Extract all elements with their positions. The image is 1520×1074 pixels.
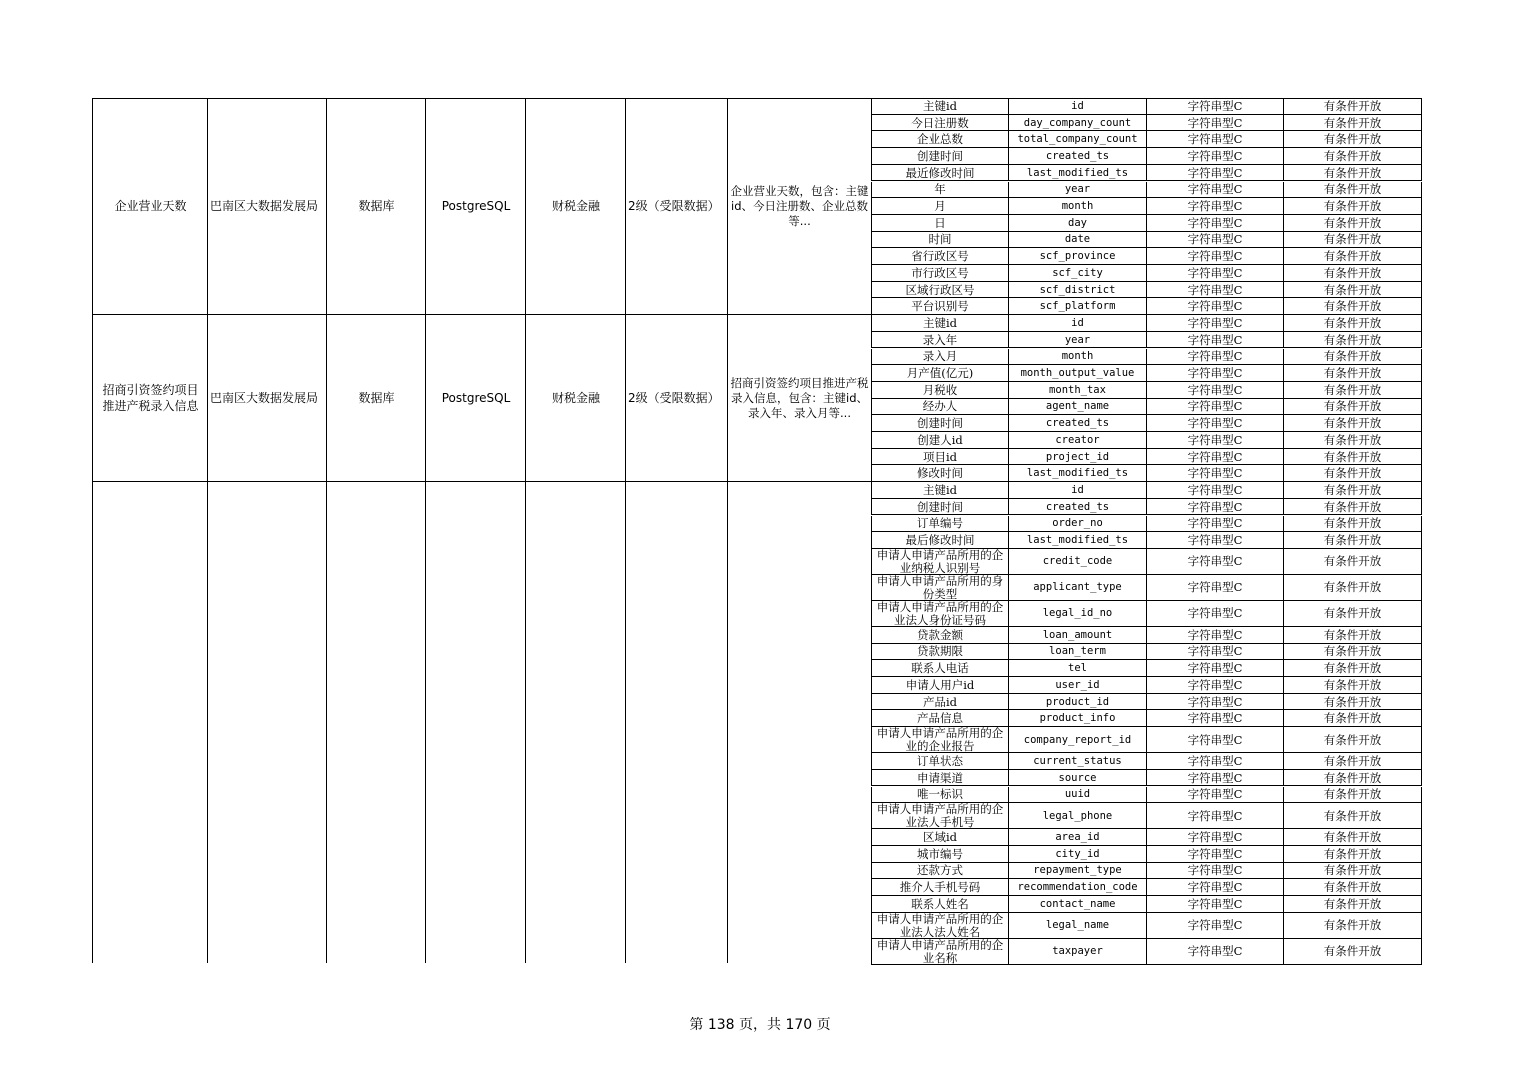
field-cn-name: 城市编号 [871,846,1009,863]
table-row [871,694,1422,711]
field-en-name: company_report_id [1009,727,1147,753]
field-open-type: 有条件开放 [1284,787,1422,804]
table-row [871,432,1422,449]
field-type: 字符串型C [1147,365,1284,382]
field-cn-name: 日 [871,215,1009,232]
field-type: 字符串型C [1147,399,1284,416]
field-cn-name: 录入月 [871,349,1009,366]
field-cn-name: 推介人手机号码 [871,879,1009,896]
table-row [871,829,1422,846]
field-type: 字符串型C [1147,710,1284,727]
field-en-name: product_id [1009,694,1147,711]
field-type: 字符串型C [1147,282,1284,299]
field-open-type: 有条件开放 [1284,415,1422,432]
field-cn-name: 企业总数 [871,131,1009,148]
grid-line [92,314,871,315]
field-en-name: id [1009,98,1147,115]
field-open-type: 有条件开放 [1284,627,1422,644]
field-cn-name: 申请人用户id [871,677,1009,694]
field-type: 字符串型C [1147,382,1284,399]
field-type: 字符串型C [1147,482,1284,499]
table-row [871,298,1422,315]
table-row [871,644,1422,661]
field-open-type: 有条件开放 [1284,863,1422,880]
table-row [871,627,1422,644]
field-open-type: 有条件开放 [1284,332,1422,349]
field-en-name: applicant_type [1009,575,1147,601]
field-open-type: 有条件开放 [1284,482,1422,499]
field-type: 字符串型C [1147,753,1284,770]
field-cn-name: 联系人姓名 [871,896,1009,913]
grid-line [92,98,871,99]
table-row [871,499,1422,516]
field-type: 字符串型C [1147,770,1284,787]
field-cn-name: 录入年 [871,332,1009,349]
field-en-name: created_ts [1009,499,1147,516]
field-open-type: 有条件开放 [1284,215,1422,232]
field-en-name: repayment_type [1009,863,1147,880]
field-open-type: 有条件开放 [1284,677,1422,694]
domain-cell: 财税金融 [551,391,600,405]
field-type: 字符串型C [1147,896,1284,913]
field-type: 字符串型C [1147,803,1284,829]
field-cn-name: 月税收 [871,382,1009,399]
field-cn-name: 修改时间 [871,465,1009,482]
security-level-cell: 2级（受限数据） [628,391,720,405]
field-cn-name: 时间 [871,232,1009,249]
table-row [871,349,1422,366]
field-open-type: 有条件开放 [1284,644,1422,661]
field-open-type: 有条件开放 [1284,432,1422,449]
table-row [871,465,1422,482]
field-type: 字符串型C [1147,298,1284,315]
field-type: 字符串型C [1147,215,1284,232]
field-type: 字符串型C [1147,232,1284,249]
field-type: 字符串型C [1147,787,1284,804]
field-type: 字符串型C [1147,727,1284,753]
field-open-type: 有条件开放 [1284,382,1422,399]
table-row [871,265,1422,282]
field-en-name: creator [1009,432,1147,449]
field-cn-name: 月 [871,198,1009,215]
table-row [871,165,1422,182]
field-cn-name: 区域行政区号 [871,282,1009,299]
table-row [871,575,1422,601]
table-row [871,232,1422,249]
field-open-type: 有条件开放 [1284,265,1422,282]
table-row [871,710,1422,727]
db-type-cell: PostgreSQL [441,199,511,213]
field-type: 字符串型C [1147,627,1284,644]
field-open-type: 有条件开放 [1284,131,1422,148]
field-type: 字符串型C [1147,660,1284,677]
field-cn-name: 主键id [871,482,1009,499]
field-type: 字符串型C [1147,694,1284,711]
field-en-name: last_modified_ts [1009,165,1147,182]
field-cn-name: 创建时间 [871,499,1009,516]
field-open-type: 有条件开放 [1284,913,1422,939]
table-row [871,282,1422,299]
field-en-name: year [1009,332,1147,349]
field-type: 字符串型C [1147,549,1284,575]
department-cell: 巴南区大数据发展局 [210,199,319,213]
field-en-name: user_id [1009,677,1147,694]
field-cn-name: 平台识别号 [871,298,1009,315]
field-en-name: scf_city [1009,265,1147,282]
field-cn-name: 申请人申请产品所用的企业法人法人姓名 [871,913,1009,939]
table-row [871,516,1422,533]
field-type: 字符串型C [1147,846,1284,863]
field-cn-name: 主键id [871,315,1009,332]
field-type: 字符串型C [1147,575,1284,601]
field-en-name: city_id [1009,846,1147,863]
field-open-type: 有条件开放 [1284,165,1422,182]
field-type: 字符串型C [1147,829,1284,846]
table-row [871,315,1422,332]
field-type: 字符串型C [1147,182,1284,199]
field-type: 字符串型C [1147,449,1284,466]
field-en-name: scf_province [1009,248,1147,265]
field-cn-name: 贷款期限 [871,644,1009,661]
description-cell: 招商引资签约项目推进产税录入信息，包含：主键id、录入年、录入月等... [730,375,869,420]
table-row [871,148,1422,165]
table-row [871,131,1422,148]
grid-line [207,98,208,963]
field-en-name: product_info [1009,710,1147,727]
field-open-type: 有条件开放 [1284,770,1422,787]
field-cn-name: 申请人申请产品所用的企业纳税人识别号 [871,549,1009,575]
table-row [871,248,1422,265]
field-open-type: 有条件开放 [1284,549,1422,575]
table-row [871,198,1422,215]
field-en-name: id [1009,315,1147,332]
field-en-name: order_no [1009,516,1147,533]
field-cn-name: 申请人申请产品所用的企业法人手机号 [871,803,1009,829]
field-en-name: month [1009,349,1147,366]
field-en-name: year [1009,182,1147,199]
field-en-name: contact_name [1009,896,1147,913]
field-open-type: 有条件开放 [1284,449,1422,466]
table-row [871,182,1422,199]
field-type: 字符串型C [1147,516,1284,533]
field-type: 字符串型C [1147,315,1284,332]
field-open-type: 有条件开放 [1284,148,1422,165]
department-cell: 巴南区大数据发展局 [210,391,319,405]
domain-cell: 财税金融 [551,199,600,213]
resource-name-cell: 企业营业天数 [114,199,187,213]
field-cn-name: 唯一标识 [871,787,1009,804]
field-en-name: month_tax [1009,382,1147,399]
field-type: 字符串型C [1147,415,1284,432]
field-cn-name: 贷款金额 [871,627,1009,644]
table-row [871,913,1422,939]
field-cn-name: 最近修改时间 [871,165,1009,182]
field-cn-name: 申请人申请产品所用的企业的企业报告 [871,727,1009,753]
field-open-type: 有条件开放 [1284,198,1422,215]
field-type: 字符串型C [1147,115,1284,132]
field-cn-name: 订单编号 [871,516,1009,533]
field-cn-name: 区域id [871,829,1009,846]
field-en-name: created_ts [1009,415,1147,432]
field-type: 字符串型C [1147,939,1284,965]
field-en-name: last_modified_ts [1009,532,1147,549]
table-row [871,415,1422,432]
table-row [871,896,1422,913]
field-cn-name: 省行政区号 [871,248,1009,265]
field-open-type: 有条件开放 [1284,829,1422,846]
field-type: 字符串型C [1147,432,1284,449]
resource-type-cell: 数据库 [358,391,395,405]
field-open-type: 有条件开放 [1284,282,1422,299]
field-open-type: 有条件开放 [1284,315,1422,332]
field-cn-name: 今日注册数 [871,115,1009,132]
field-open-type: 有条件开放 [1284,232,1422,249]
field-en-name: legal_phone [1009,803,1147,829]
field-en-name: scf_district [1009,282,1147,299]
field-type: 字符串型C [1147,913,1284,939]
field-en-name: id [1009,482,1147,499]
field-en-name: source [1009,770,1147,787]
field-open-type: 有条件开放 [1284,365,1422,382]
field-cn-name: 项目id [871,449,1009,466]
field-cn-name: 申请人申请产品所用的企业法人身份证号码 [871,601,1009,627]
table-row [871,803,1422,829]
field-open-type: 有条件开放 [1284,575,1422,601]
field-en-name: date [1009,232,1147,249]
field-type: 字符串型C [1147,131,1284,148]
field-open-type: 有条件开放 [1284,846,1422,863]
table-row [871,727,1422,753]
field-open-type: 有条件开放 [1284,182,1422,199]
table-row [871,549,1422,575]
field-en-name: day_company_count [1009,115,1147,132]
field-type: 字符串型C [1147,601,1284,627]
field-cn-name: 申请人申请产品所用的企业名称 [871,939,1009,965]
field-open-type: 有条件开放 [1284,896,1422,913]
field-type: 字符串型C [1147,98,1284,115]
grid-line [326,98,327,963]
table-row [871,382,1422,399]
table-row [871,677,1422,694]
resource-name-cell: 招商引资签约项目推进产税录入信息 [102,383,199,413]
field-cn-name: 创建时间 [871,148,1009,165]
field-type: 字符串型C [1147,532,1284,549]
field-type: 字符串型C [1147,332,1284,349]
field-en-name: legal_name [1009,913,1147,939]
field-cn-name: 年 [871,182,1009,199]
field-open-type: 有条件开放 [1284,115,1422,132]
field-en-name: uuid [1009,787,1147,804]
field-open-type: 有条件开放 [1284,499,1422,516]
table-row [871,879,1422,896]
field-cn-name: 订单状态 [871,753,1009,770]
field-type: 字符串型C [1147,349,1284,366]
field-cn-name: 市行政区号 [871,265,1009,282]
field-en-name: month [1009,198,1147,215]
field-cn-name: 创建时间 [871,415,1009,432]
field-open-type: 有条件开放 [1284,98,1422,115]
field-open-type: 有条件开放 [1284,879,1422,896]
field-open-type: 有条件开放 [1284,753,1422,770]
db-type-cell: PostgreSQL [441,391,511,405]
table-row [871,939,1422,965]
field-open-type: 有条件开放 [1284,516,1422,533]
field-en-name: total_company_count [1009,131,1147,148]
field-open-type: 有条件开放 [1284,465,1422,482]
field-open-type: 有条件开放 [1284,939,1422,965]
field-type: 字符串型C [1147,465,1284,482]
table-row [871,332,1422,349]
field-en-name: credit_code [1009,549,1147,575]
field-open-type: 有条件开放 [1284,660,1422,677]
table-row [871,753,1422,770]
table-row [871,787,1422,804]
page-footer: 第 138 页，共 170 页 [689,1017,831,1033]
field-cn-name: 联系人电话 [871,660,1009,677]
table-row [871,601,1422,627]
field-type: 字符串型C [1147,165,1284,182]
field-en-name: agent_name [1009,399,1147,416]
field-type: 字符串型C [1147,644,1284,661]
field-en-name: created_ts [1009,148,1147,165]
table-row [871,215,1422,232]
field-type: 字符串型C [1147,863,1284,880]
table-row [871,365,1422,382]
field-open-type: 有条件开放 [1284,248,1422,265]
field-en-name: last_modified_ts [1009,465,1147,482]
table-row [871,98,1422,115]
field-en-name: tel [1009,660,1147,677]
field-cn-name: 申请渠道 [871,770,1009,787]
grid-line [625,98,626,963]
field-cn-name: 经办人 [871,399,1009,416]
field-en-name: project_id [1009,449,1147,466]
field-cn-name: 最后修改时间 [871,532,1009,549]
grid-line [92,98,93,963]
table-row [871,532,1422,549]
resource-type-cell: 数据库 [358,199,395,213]
field-open-type: 有条件开放 [1284,298,1422,315]
field-en-name: legal_id_no [1009,601,1147,627]
table-row [871,770,1422,787]
table-row [871,449,1422,466]
field-type: 字符串型C [1147,148,1284,165]
table-row [871,660,1422,677]
field-type: 字符串型C [1147,499,1284,516]
field-en-name: day [1009,215,1147,232]
field-open-type: 有条件开放 [1284,710,1422,727]
table-row [871,846,1422,863]
grid-line [727,98,728,963]
field-open-type: 有条件开放 [1284,727,1422,753]
field-open-type: 有条件开放 [1284,694,1422,711]
field-en-name: taxpayer [1009,939,1147,965]
field-type: 字符串型C [1147,677,1284,694]
field-en-name: loan_term [1009,644,1147,661]
field-cn-name: 月产值(亿元) [871,365,1009,382]
field-type: 字符串型C [1147,879,1284,896]
grid-line [92,481,871,482]
field-en-name: area_id [1009,829,1147,846]
security-level-cell: 2级（受限数据） [628,199,720,213]
field-open-type: 有条件开放 [1284,399,1422,416]
field-en-name: scf_platform [1009,298,1147,315]
field-cn-name: 创建人id [871,432,1009,449]
field-en-name: current_status [1009,753,1147,770]
table-row [871,863,1422,880]
field-cn-name: 申请人申请产品所用的身份类型 [871,575,1009,601]
field-en-name: loan_amount [1009,627,1147,644]
grid-line [425,98,426,963]
field-cn-name: 还款方式 [871,863,1009,880]
field-open-type: 有条件开放 [1284,532,1422,549]
field-open-type: 有条件开放 [1284,349,1422,366]
field-open-type: 有条件开放 [1284,803,1422,829]
field-type: 字符串型C [1147,265,1284,282]
table-row [871,399,1422,416]
field-cn-name: 主键id [871,98,1009,115]
field-type: 字符串型C [1147,198,1284,215]
description-cell: 企业营业天数，包含：主键id、今日注册数、企业总数等... [730,183,869,228]
field-cn-name: 产品信息 [871,710,1009,727]
field-open-type: 有条件开放 [1284,601,1422,627]
table-row [871,482,1422,499]
field-en-name: recommendation_code [1009,879,1147,896]
field-en-name: month_output_value [1009,365,1147,382]
field-cn-name: 产品id [871,694,1009,711]
field-type: 字符串型C [1147,248,1284,265]
table-row [871,115,1422,132]
grid-line [525,98,526,963]
